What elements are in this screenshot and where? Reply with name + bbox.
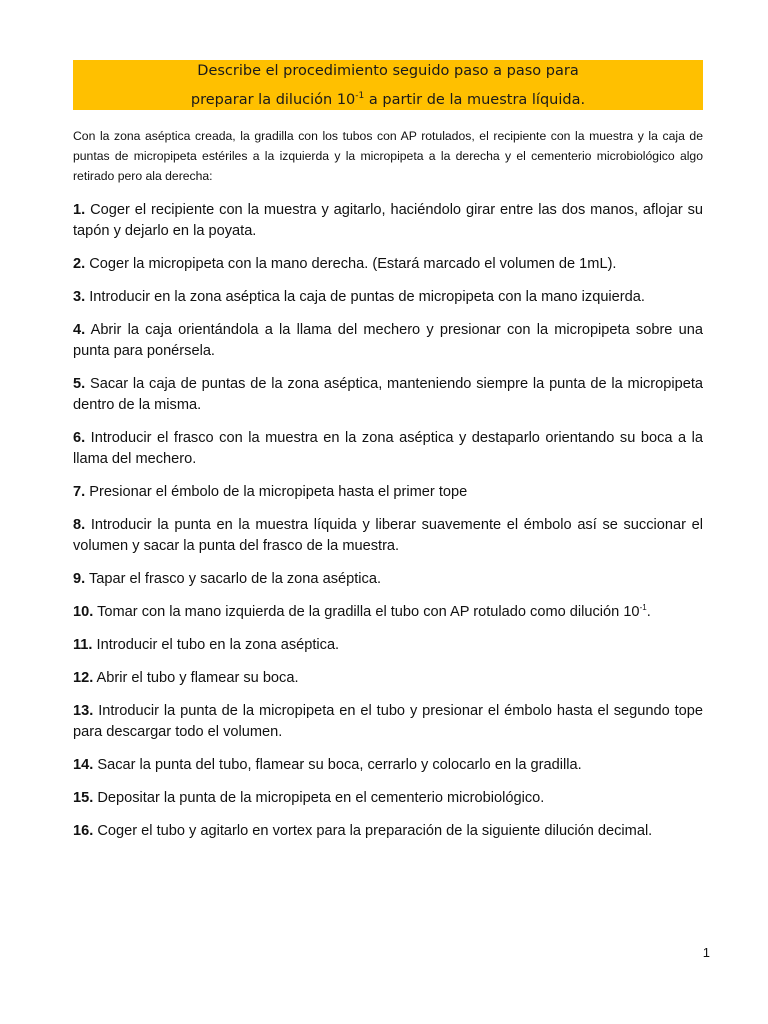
- step-text: Introducir en la zona aséptica la caja de puntas de micropipeta con la mano izquierda.: [85, 289, 645, 305]
- intro-paragraph: Con la zona aséptica creada, la gradilla con los tubos con AP rotulados, el recipiente con la muestra y la caja de puntas de micropipeta estériles a la izquierda y la micropipeta a la derecha y el cementerio microbiológico algo retirado pero ala derecha:: [73, 129, 703, 183]
- step-item: [73, 602, 703, 623]
- step-number: 14.: [73, 757, 94, 773]
- step-text: Introducir la punta en la muestra líquida y liberar suavemente el émbolo así se succionar el volumen y sacar la punta del frasco de la muestra.: [73, 517, 703, 554]
- step-number: 7.: [73, 484, 86, 500]
- step-item: [73, 821, 703, 842]
- step-number: 5.: [73, 376, 86, 392]
- steps-list: [73, 200, 703, 854]
- step-text: Introducir la punta de la micropipeta en el tubo y presionar el émbolo hasta el segundo tope para descargar todo el volumen.: [73, 703, 703, 740]
- step-item: [73, 428, 703, 470]
- step-text: Tomar con la mano izquierda de la gradilla el tubo con AP rotulado como dilución 10: [93, 604, 640, 620]
- title-highlight-box: [73, 60, 703, 110]
- title-line-2-end: a partir de la muestra líquida.: [364, 92, 586, 108]
- step-number: 2.: [73, 256, 86, 272]
- step-item: [73, 374, 703, 416]
- step-item: [73, 788, 703, 809]
- step-item: [73, 254, 703, 275]
- step-number: 12.: [73, 670, 94, 686]
- title-exponent: -1: [355, 91, 365, 101]
- step-number: 8.: [73, 517, 86, 533]
- step-item: [73, 701, 703, 743]
- step-exponent: -1: [639, 603, 647, 612]
- step-text: Coger el recipiente con la muestra y agitarlo, haciéndolo girar entre las dos manos, aflojar su tapón y dejarlo en la poyata.: [73, 202, 703, 239]
- title-line-2: [73, 91, 703, 109]
- step-text: Sacar la punta del tubo, flamear su boca, cerrarlo y colocarlo en la gradilla.: [93, 757, 582, 773]
- step-text: Abrir el tubo y flamear su boca.: [93, 670, 299, 686]
- step-text: Abrir la caja orientándola a la llama del mechero y presionar con la micropipeta sobre una punta para ponérsela.: [73, 322, 703, 359]
- step-number: 9.: [73, 571, 86, 587]
- step-number: 6.: [73, 430, 86, 446]
- step-item: [73, 569, 703, 590]
- step-text: Coger la micropipeta con la mano derecha. (Estará marcado el volumen de 1mL).: [85, 256, 617, 272]
- step-item: [73, 755, 703, 776]
- step-number: 3.: [73, 289, 86, 305]
- step-text: Depositar la punta de la micropipeta en el cementerio microbiológico.: [93, 790, 545, 806]
- title-line-1: Describe el procedimiento seguido paso a paso para: [197, 63, 579, 79]
- step-item: [73, 635, 703, 656]
- step-text: Presionar el émbolo de la micropipeta hasta el primer tope: [85, 484, 468, 500]
- step-item: [73, 200, 703, 242]
- step-number: 13.: [73, 703, 94, 719]
- step-item: [73, 515, 703, 557]
- step-number: 10.: [73, 604, 94, 620]
- step-number: 1.: [73, 202, 86, 218]
- step-number: 16.: [73, 823, 94, 839]
- step-text: Sacar la caja de puntas de la zona aséptica, manteniendo siempre la punta de la micropipeta dentro de la misma.: [73, 376, 703, 413]
- step-item: [73, 482, 703, 503]
- title-line-2-start: preparar la dilución 10: [190, 92, 356, 108]
- step-item: [73, 320, 703, 362]
- step-number: 11.: [73, 637, 93, 653]
- step-text: Coger el tubo y agitarlo en vortex para la preparación de la siguiente dilución decimal.: [93, 823, 653, 839]
- page-number: 1: [702, 945, 710, 960]
- step-text-end: .: [646, 604, 651, 620]
- step-item: [73, 287, 703, 308]
- step-number: 4.: [73, 322, 86, 338]
- step-item: [73, 668, 703, 689]
- step-text: Introducir el frasco con la muestra en la zona aséptica y destaparlo orientando su boca a la llama del mechero.: [73, 430, 703, 467]
- step-number: 15.: [73, 790, 94, 806]
- step-text: Introducir el tubo en la zona aséptica.: [92, 637, 340, 653]
- step-text: Tapar el frasco y sacarlo de la zona aséptica.: [85, 571, 381, 587]
